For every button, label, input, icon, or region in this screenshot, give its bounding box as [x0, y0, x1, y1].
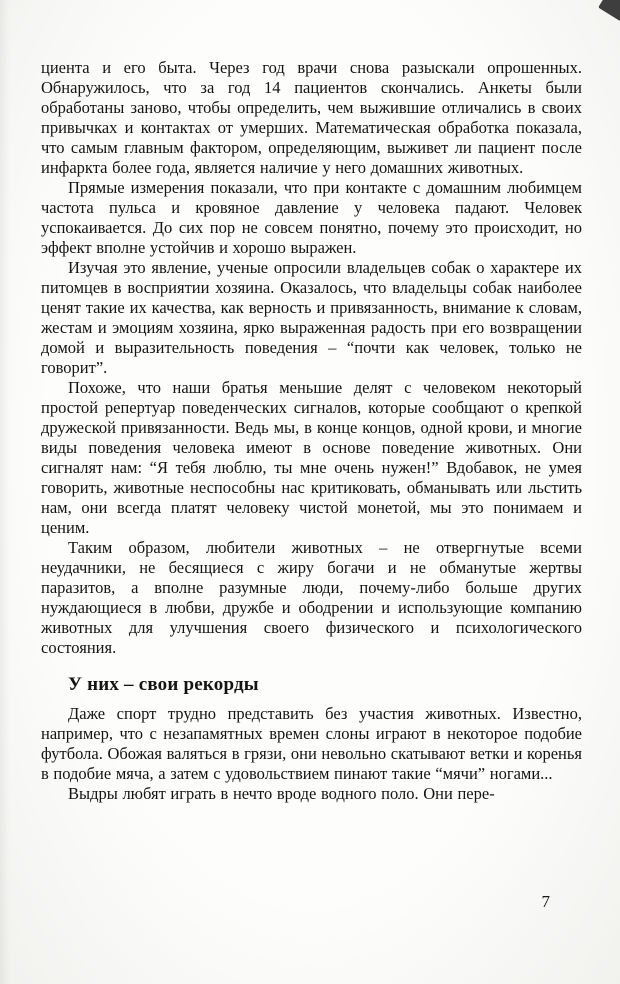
scan-corner-artifact: [598, 0, 620, 21]
paragraph: Похоже, что наши братья меньшие делят с человеком некоторый простой репертуар поведенческих сигналов, которые сообщают о крепкой дружеской привязанности. Ведь мы, в конце концов, одной крови, и многие виды поведения человека имеют в основе поведение животных. Они сигналят нам: “Я тебя люблю, ты мне очень нужен!” Вдобавок, не умея говорить, животные неспособны нас критиковать, обманывать или льстить нам, они всегда платят человеку чистой монетой, мы это понимаем и ценим.: [41, 378, 582, 537]
paragraph: циента и его быта. Через год врачи снова разыскали опрошенных. Обнаружилось, что за год 14 пациентов скончались. Анкеты были обработаны заново, чтобы определить, чем выжившие отличались в своих привычках и контактах от умерших. Математическая обработка показала, что самым главным фактором, определяющим, выживет ли пациент после инфаркта более года, является наличие у него домашних животных.: [41, 58, 582, 177]
paragraph: Таким образом, любители животных – не отвергнутые всеми неудачники, не бесящиеся с жиру богачи и не обманутые жертвы паразитов, а вполне разумные люди, почему-либо больше других нуждающиеся в любви, дружбе и ободрении и использующие компанию животных для улучшения своего физического и психологического состояния.: [41, 538, 582, 657]
paragraph: Даже спорт трудно представить без участия животных. Известно, например, что с незапамятных времен слоны играют в некоторое подобие футбола. Обожая валяться в грязи, они невольно скатывают ветки и коренья в подобие мяча, а затем с удовольствием пинают такие “мячи” ногами...: [41, 704, 582, 783]
paragraph: Прямые измерения показали, что при контакте с домашним любимцем частота пульса и кровяное давление у человека падают. Человек успокаивается. До сих пор не совсем понятно, почему это происходит, но эффект вполне устойчив и хорошо выражен.: [41, 178, 582, 257]
paragraph: Изучая это явление, ученые опросили владельцев собак о характере их питомцев в восприятии хозяина. Оказалось, что владельцы собак наиболее ценят такие их качества, как верность и привязанность, внимание к словам, жестам и эмоциям хозяина, ярко выраженная радость при его возвращении домой и выразительность поведения – “почти как человек, только не говорит”.: [41, 258, 582, 377]
paragraph: Выдры любят играть в нечто вроде водного поло. Они пере-: [68, 784, 495, 803]
page-number: 7: [541, 892, 550, 911]
body-text: [41, 58, 582, 804]
scan-edge-shadow: [0, 0, 10, 984]
section-heading: У них – свои рекорды: [68, 674, 259, 695]
